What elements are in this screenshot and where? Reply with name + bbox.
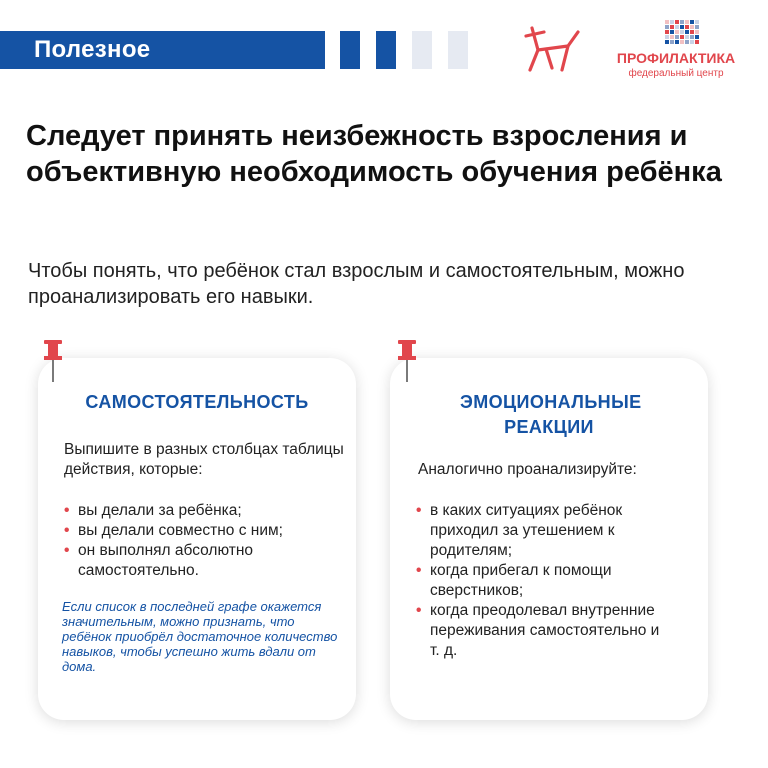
list-item: • вы делали совместно с ним; [62,521,342,541]
decor-square [448,31,468,69]
chair-icon [522,24,582,74]
intro-text: Чтобы понять, что ребёнок стал взрослым и самостоятельным, можно проанализировать его навыки. [28,260,685,308]
section-label: Полезное [34,36,151,63]
logo-name: ПРОФИЛАКТИКА [616,50,736,66]
pushpin-icon [396,338,418,384]
logo-mosaic-icon [665,20,699,44]
card-title: САМОСТОЯТЕЛЬНОСТЬ [85,392,309,412]
card-lead: Аналогично проанализируйте: [418,461,637,478]
list-item: • когда прибегал к помощи сверстников; [414,561,660,601]
page-title: Следует принять неизбежность взросления и объективную необходимость обучения ребёнка [26,120,722,188]
list-item: • вы делали за ребёнка; [62,501,342,521]
list-item: • когда преодолевал внутренние переживания самостоятельно и т. д. [414,601,660,661]
decor-square [340,31,360,69]
decor-square [412,31,432,69]
card-emotional-reactions [390,358,708,720]
list-item: • в каких ситуациях ребёнок приходил за утешением к родителям; [414,501,660,561]
card-bullet-list [414,501,690,661]
card-note: Если список в последней графе окажется значительным, можно признать, что ребёнок приобрёл достаточное количество навыков, чтобы успешно жить вдали от дома. [62,599,338,674]
card-independence [38,358,356,720]
card-lead: Выпишите в разных столбцах таблицы действия, которые: [64,441,344,478]
card-title: ЭМОЦИОНАЛЬНЫЕ РЕАКЦИИ [460,392,642,437]
list-item: • он выполнял абсолютно самостоятельно. [62,541,278,581]
pushpin-icon [42,338,64,384]
logo-subtitle: федеральный центр [628,68,724,79]
decor-square [376,31,396,69]
card-bullet-list [62,501,342,581]
